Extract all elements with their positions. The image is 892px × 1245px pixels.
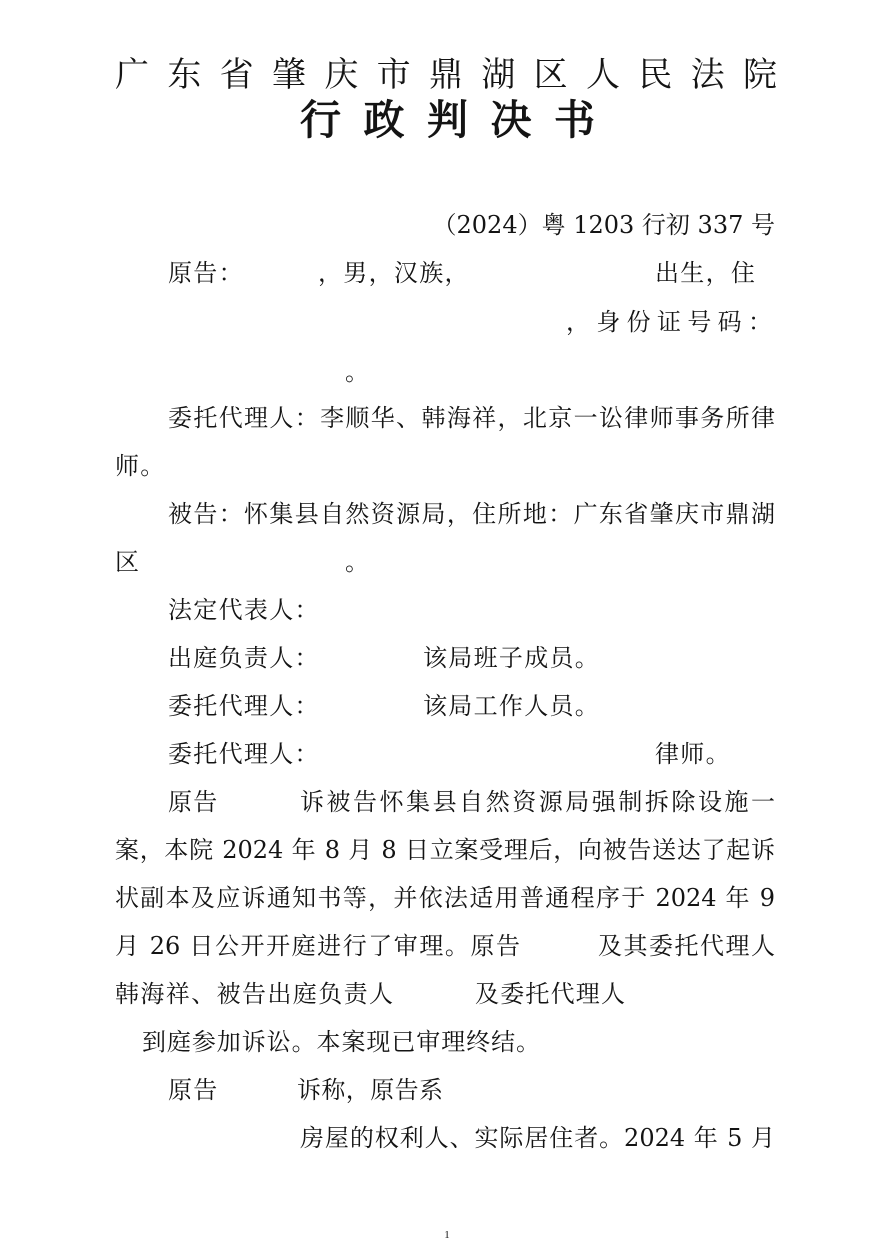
plaintiff-agent-line-end: 师。 <box>115 452 166 480</box>
responsible-person-label: 出庭负责人： <box>168 644 320 672</box>
proceedings-line: 到庭参加诉讼。本案现已审理终结。 <box>142 1028 540 1056</box>
defendant-address-end: 。 <box>345 548 371 576</box>
defendant-agent-label: 委托代理人： <box>168 740 320 768</box>
defendant-address-start: 区 <box>115 548 141 576</box>
court-name: 广东省肇庆市鼎湖区人民法院 <box>115 55 777 95</box>
legal-representative-label: 法定代表人： <box>168 596 320 624</box>
page-number: 1 <box>444 1229 450 1241</box>
plaintiff-birth-residence: 出生，住 <box>655 259 757 287</box>
plaintiff-agent-line: 委托代理人：李顺华、韩海祥，北京一讼律师事务所律 <box>168 404 775 432</box>
proceedings-line: 状副本及应诉通知书等，并依法适用普通程序于 2024 年 9 <box>115 884 775 912</box>
proceedings-line: 案，本院 2024 年 8 月 8 日立案受理后，向被告送达了起诉 <box>115 836 775 864</box>
proceedings-line: 原告 <box>168 788 219 816</box>
claims-line: 房屋的权利人、实际居住者。2024 年 5 月 <box>300 1124 775 1152</box>
proceedings-line: 月 26 日公开开庭进行了审理。原告 <box>115 932 520 960</box>
plaintiff-line-end: 。 <box>345 358 371 386</box>
defendant-agent-label: 委托代理人： <box>168 692 320 720</box>
proceedings-line: 韩海祥、被告出庭负责人 <box>115 980 393 1008</box>
plaintiff-gender-ethnicity: ，男，汉族， <box>318 259 470 287</box>
proceedings-line: 诉被告怀集县自然资源局强制拆除设施一 <box>300 788 775 816</box>
proceedings-line: 及委托代理人 <box>475 980 625 1008</box>
defendant-line: 被告：怀集县自然资源局，住所地：广东省肇庆市鼎湖 <box>168 500 775 528</box>
document-title: 行政判决书 <box>300 96 595 144</box>
defendant-agent-value: 该局工作人员。 <box>423 692 601 720</box>
plaintiff-label: 原告： <box>168 259 244 287</box>
claims-line: 诉称，原告系 <box>297 1076 443 1104</box>
proceedings-line: 及其委托代理人 <box>598 932 775 960</box>
responsible-person-value: 该局班子成员。 <box>423 644 601 672</box>
plaintiff-id-label: ，身份证号码： <box>566 308 772 336</box>
defendant-agent-value: 律师。 <box>655 740 731 768</box>
case-number: （2024）粤 1203 行初 337 号 <box>432 211 775 239</box>
claims-line: 原告 <box>168 1076 219 1104</box>
